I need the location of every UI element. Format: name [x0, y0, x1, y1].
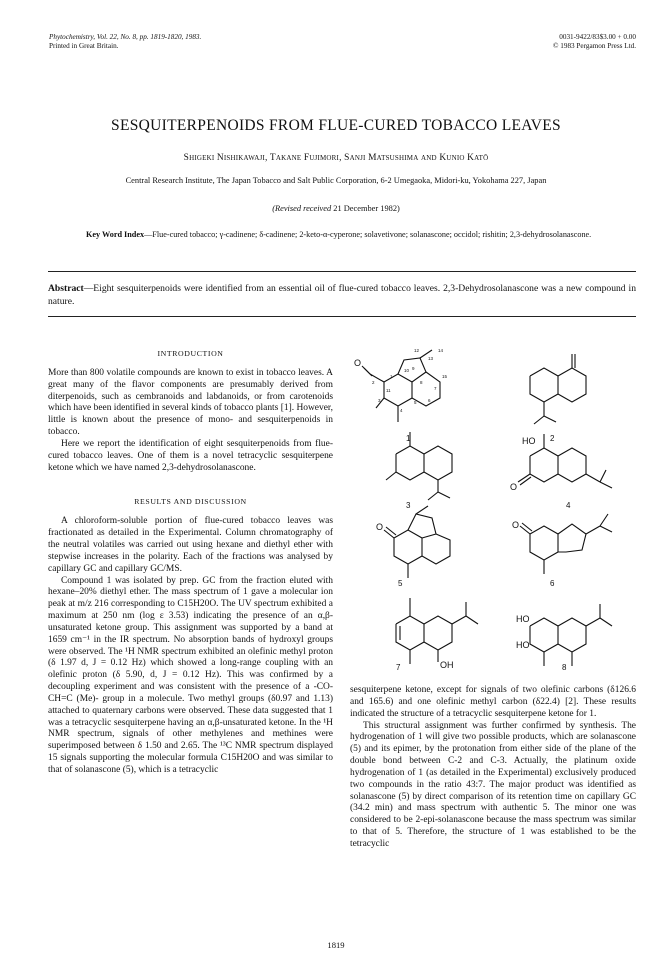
structure-label-4: 4 [566, 501, 571, 510]
atom-number-14: 14 [438, 348, 444, 353]
structure-label-6: 6 [550, 579, 555, 588]
structure-label-2: 2 [550, 434, 555, 443]
atom-number-10: 10 [404, 368, 410, 373]
authors: Shigeki Nishikawaji, Takane Fujimori, Sanji Matsushima and Kunio Katō [183, 153, 489, 163]
right-column [350, 685, 636, 851]
structure-8-hydroxyl-top: HO [516, 614, 530, 624]
issn-code: 0031-9422/83$3.00 + 0.00 [559, 33, 636, 41]
structure-label-3: 3 [406, 501, 411, 510]
atom-number-8: 8 [420, 380, 423, 385]
introduction-heading: INTRODUCTION [157, 349, 224, 358]
results-paragraph-1: A chloroform-soluble portion of flue-cured tobacco leaves was fractionated as detailed in the Experimental. Column chromatography of the neutral volatiles was carried out using hexane and diethyl ether with stepwise increases in the polarity. Each of the fractions was analysed by capillary GC and capillary GC/MS. [48, 516, 333, 574]
atom-number-4: 4 [400, 408, 403, 413]
structure-2-ring [530, 368, 558, 402]
results-heading: RESULTS AND DISCUSSION [134, 497, 247, 507]
page-number: 1819 [327, 940, 345, 950]
structure-4-oxygen: O [510, 482, 518, 492]
structure-label-5: 5 [398, 579, 403, 588]
structure-5-oxygen: O [376, 522, 384, 532]
atom-number-3: 3 [378, 398, 381, 403]
atom-number-15: 15 [442, 374, 448, 379]
structure-label-1: 1 [406, 434, 411, 443]
intro-paragraph-2: Here we report the identification of eight sesquiterpenoids from flue-cured tobacco leaves. One of them is a novel tetracyclic sesquiterpene ketone which we have named 2,3-dehydrosolanascone. [48, 438, 333, 473]
right-paragraph-2: This structural assignment was further confirmed by synthesis. The hydrogenation of 1 will give two possible products, which are solanascone (5) and its epimer, by the protonation from either side of the plane of the double bond between C-2 and C-3. Actually, the platinum oxide hydrogenation of 1 (as detailed in the Experimental) exclusively produced two compounds in the ratio 43:7. The major product was identified as solanascone (5) by direct comparison of its retention time on capillary GC (34.2 min) and mass spectrum with authentic 5. The minor one was considered to be 2-epi-solanascone because the mass spectrum was similar to that of 5. Therefore, the structure of 1 was established to be the tetracyclic [350, 720, 636, 849]
atom-number-6: 6 [428, 398, 431, 403]
structure-6-ring [530, 526, 558, 560]
printed-in: Printed in Great Britain. [49, 42, 119, 50]
atom-number-13: 13 [428, 356, 434, 361]
journal-citation: Phytochemistry, Vol. 22, No. 8, pp. 1819-1820, 1983. [49, 33, 202, 41]
structure-6-oxygen: O [512, 520, 520, 530]
affiliation: Central Research Institute, The Japan Tobacco and Salt Public Corporation, 6-2 Umegaoka, Midori-ku, Yokohama 227, Japan [125, 176, 547, 185]
atom-number-5: 5 [414, 400, 417, 405]
right-paragraph-1: sesquiterpene ketone, except for signals of two olefinic carbons (δ126.6 and 165.6) and one olefinic methyl carbon (δ22.4) [2]. These results indicated the structure of a tetracyclic sesquiterpene ketone for 1. [350, 685, 636, 719]
article-title: SESQUITERPENOIDS FROM FLUE-CURED TOBACCO LEAVES [111, 117, 561, 134]
structure-label-7: 7 [396, 663, 401, 672]
results-paragraph-2: Compound 1 was isolated by prep. GC from the fraction eluted with hexane–20% diethyl ether. The mass spectrum of 1 gave a molecular ion peak at m/z 216 corresponding to C15H20O. The UV spectrum exhibited a maximum at 250 nm (log ε 3.53) indicating the presence of an α,β-unsaturated ketone group. This assignment was supported by a band at 1659 cm⁻¹ in the IR spectrum. No absorption bands of hydroxyl groups were observed. The ¹H NMR spectrum exhibited an olefinic methyl proton (δ 1.97 d, J = 0.12 Hz) which showed a long-range coupling with an olefinic proton (δ 5.90, d, J = 0.12 Hz). This was confirmed by a decoupling experiment and was consistent with the presence of a -CO-CH=C (Me)- group in a molecule. Two methyl groups (δ0.97 and 1.13) attached to quaternary carbons were observed. These data suggested that 1 was a tetracyclic sesquiterpene having an α,β-unsaturated ketone. In the ¹H NMR spectrum, signals of other methylenes and methines were superimposed between δ 1.50 and 2.65. The ¹³C NMR spectrum displayed 15 signals supporting the molecular formula C15H20O and was similar to that of solanascone (5), which is a tetracyclic [48, 575, 333, 775]
structure-4-hydroxyl: HO [522, 436, 536, 446]
abstract: Abstract—Eight sesquiterpenoids were identified from an essential oil of flue-cured tobacco leaves. 2,3-Dehydrosolanascone was a new compound in nature. [48, 283, 636, 307]
key-word-index: Key Word Index—Flue-cured tobacco; γ-cadinene; δ-cadinene; 2-keto-α-cyperone; solavetivone; solanascone; occidol; rishitin; 2,3-dehydrosolanascone. [86, 230, 592, 239]
abstract-top-rule [48, 271, 636, 272]
structure-5-ring [394, 530, 422, 564]
structure-8-ring [530, 618, 558, 652]
revised-date: (Revised received 21 December 1982) [272, 204, 400, 213]
structure-label-8: 8 [562, 663, 567, 672]
copyright: © 1983 Pergamon Press Ltd. [553, 42, 636, 50]
structure-7-hydroxyl: OH [440, 660, 454, 670]
structures-drawing [350, 344, 636, 674]
atom-number-2: 2 [372, 380, 375, 385]
atom-number-1: 1 [390, 374, 393, 379]
structures-figure [350, 344, 636, 674]
intro-paragraph-1: More than 800 volatile compounds are known to exist in tobacco leaves. A great many of the flavor components are presumably derived from diterpenoids, such as cembranoids and labdanoids, or from carotenoids which have been identified in several kinds of tobacco plants [1]. However, little is known about the presence of mono- and sesquiterpenoids in tobacco. [48, 367, 334, 438]
atom-number-11: 11 [386, 388, 391, 393]
structure-4-ring [530, 448, 558, 482]
atom-number-12: 12 [414, 348, 420, 353]
structure-3-ring [396, 446, 424, 480]
left-column [48, 348, 333, 777]
abstract-bottom-rule [48, 316, 636, 317]
atom-number-9: 9 [412, 366, 415, 371]
structure-1-oxygen: O [354, 358, 362, 368]
structure-8-hydroxyl-bottom: HO [516, 640, 530, 650]
atom-number-7: 7 [434, 386, 437, 391]
